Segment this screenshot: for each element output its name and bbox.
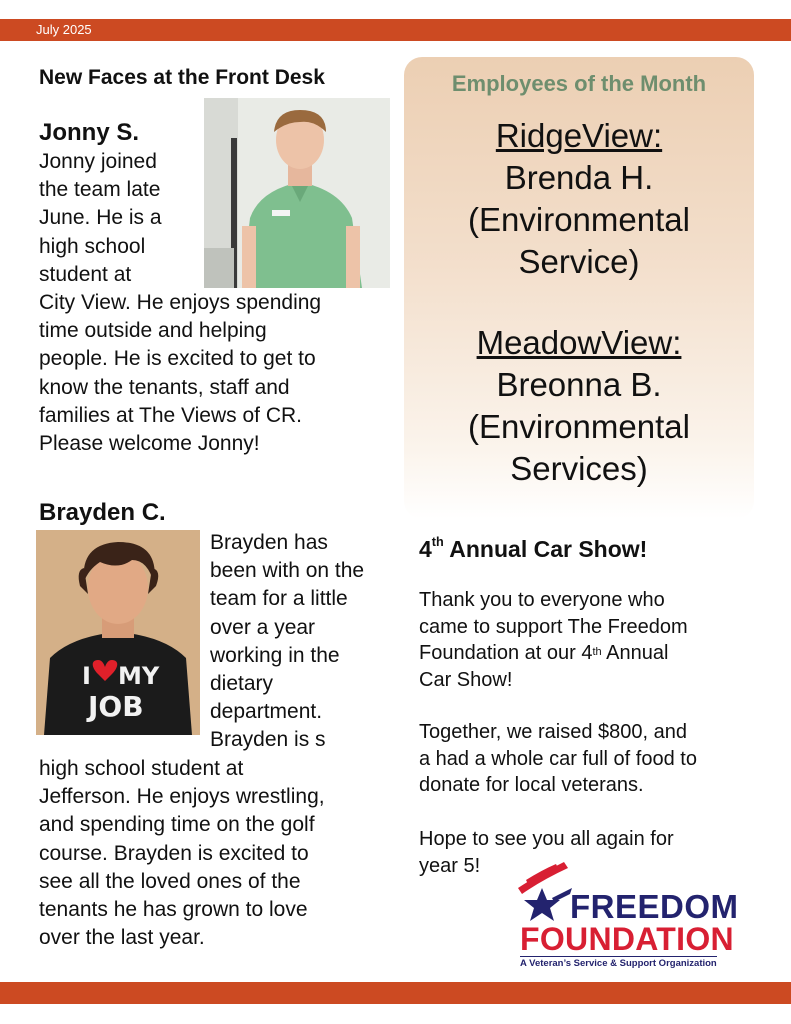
- shirt-text-job: JOB: [88, 690, 144, 723]
- text-line: Together, we raised $800, and: [419, 721, 687, 743]
- brayden-bio-bottom: [39, 755, 325, 952]
- footer-bar: [0, 982, 791, 1004]
- car-show-heading-rest: Annual Car Show!: [443, 536, 648, 562]
- meadowview-employee: Breonna B.: [496, 366, 662, 403]
- logo-word-freedom: FREEDOM: [570, 888, 739, 925]
- bio-line: see all the loved ones of the: [39, 869, 301, 893]
- text-line: year 5!: [419, 854, 481, 877]
- header-bar: [0, 19, 791, 41]
- car-show-heading-sup: th: [431, 535, 444, 549]
- text-part: Foundation at our 4: [419, 642, 593, 664]
- text-sup: th: [592, 646, 602, 658]
- brayden-bio-top: [210, 529, 364, 755]
- bio-line: time outside and helping: [39, 319, 267, 343]
- ridgeview-dept-2: Service): [518, 243, 640, 280]
- ridgeview-employee: Brenda H.: [504, 159, 654, 196]
- eom-title: Employees of the Month: [451, 71, 707, 96]
- bio-line: department.: [210, 700, 323, 724]
- bio-line: Jonny joined: [39, 150, 157, 173]
- car-show-heading-num: 4: [419, 536, 432, 562]
- jonny-bio: [39, 148, 321, 458]
- shirt-text-i: I: [82, 662, 91, 690]
- freedom-foundation-logo: [510, 858, 742, 968]
- bio-line: dietary: [210, 672, 274, 696]
- bio-line: team for a little: [210, 587, 348, 611]
- bio-line: course. Brayden is excited to: [39, 841, 309, 865]
- bio-line: Brayden has: [210, 531, 328, 554]
- bio-line: high school student at: [39, 757, 244, 780]
- employees-of-month-box: [404, 57, 754, 519]
- bio-line: families at The Views of CR.: [39, 403, 302, 427]
- bio-line: and spending time on the golf: [39, 813, 315, 837]
- car-show-heading: [419, 536, 647, 563]
- jonny-name: Jonny S.: [39, 119, 140, 146]
- text-line: Hope to see you all again for: [419, 828, 674, 850]
- bio-line: Please welcome Jonny!: [39, 432, 260, 456]
- meadowview-dept-2: Services): [510, 450, 648, 487]
- bio-line: City View. He enjoys spending: [39, 291, 322, 315]
- bio-line: over a year: [210, 615, 316, 639]
- bio-line: working in the: [210, 643, 340, 667]
- brayden-portrait-image: [36, 530, 200, 735]
- brayden-photo: [36, 530, 200, 735]
- text-line: came to support The Freedom: [419, 615, 688, 638]
- bio-line: tenants he has grown to love: [39, 898, 308, 922]
- car-show-paragraph-1: [419, 587, 688, 693]
- bio-line: June. He is a: [39, 206, 162, 230]
- ridgeview-label: RidgeView:: [495, 117, 663, 154]
- text-line: donate for local veterans.: [419, 774, 644, 796]
- bio-line: Brayden is s: [210, 728, 326, 752]
- logo-tagline: A Veteran’s Service & Support Organization: [520, 958, 717, 969]
- bio-line: the team late: [39, 178, 161, 202]
- brayden-name: Brayden C.: [39, 499, 166, 526]
- ridgeview-dept-1: (Environmental: [468, 201, 690, 238]
- logo-word-foundation: FOUNDATION: [520, 921, 734, 957]
- text-line: a had a whole car full of food to: [419, 747, 697, 770]
- star-stripes-icon: [512, 858, 576, 924]
- bio-line: student at: [39, 262, 132, 286]
- bio-line: Jefferson. He enjoys wrestling,: [39, 785, 325, 809]
- text-line: Car Show!: [419, 668, 513, 691]
- meadowview-dept-1: (Environmental: [468, 408, 690, 445]
- shirt-text-my: MY: [118, 662, 160, 690]
- text-part: Annual: [601, 642, 669, 664]
- front-desk-heading: New Faces at the Front Desk: [39, 66, 325, 89]
- bio-line: high school: [39, 234, 146, 258]
- text-line: [419, 640, 688, 667]
- bio-line: over the last year.: [39, 926, 205, 950]
- text-line: Thank you to everyone who: [419, 589, 665, 611]
- meadowview-label: MeadowView:: [476, 324, 682, 361]
- bio-line: people. He is excited to get to: [39, 347, 316, 371]
- issue-date: July 2025: [36, 22, 92, 37]
- car-show-paragraph-2: [419, 719, 697, 799]
- bio-line: know the tenants, staff and: [39, 375, 290, 399]
- bio-line: been with on the: [210, 559, 365, 583]
